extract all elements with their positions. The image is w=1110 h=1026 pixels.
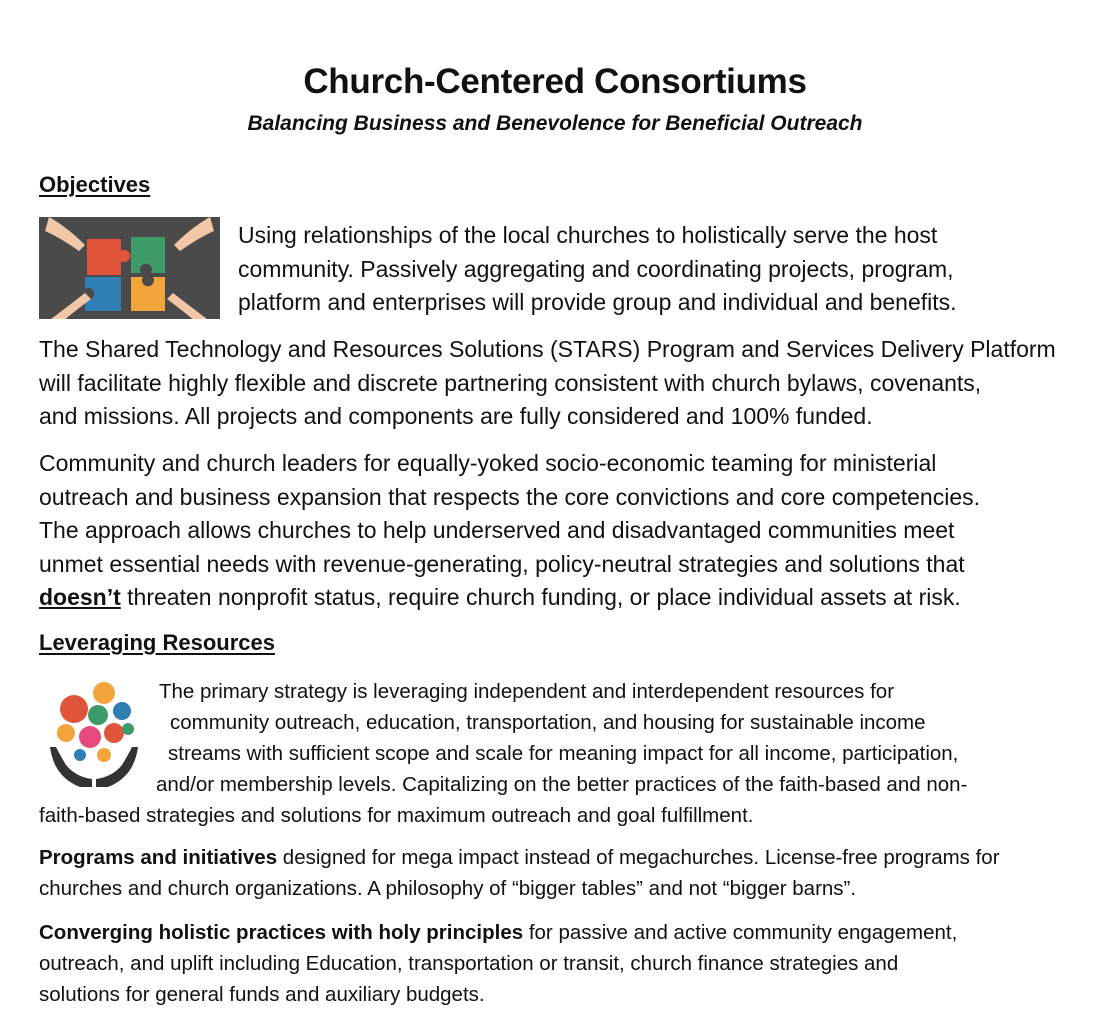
doesnt-emphasis: doesn’t	[39, 584, 121, 610]
intro-line: community. Passively aggregating and coordinating projects, program,	[238, 255, 954, 282]
community-line: Community and church leaders for equally-yoked socio-economic teaming for ministerial	[39, 450, 937, 476]
leveraging-line: The primary strategy is leveraging independent and interdependent resources for	[159, 680, 895, 703]
programs-text: designed for mega impact instead of megachurches. License-free programs for	[277, 846, 1000, 869]
stars-paragraph	[39, 333, 1110, 434]
programs-paragraph	[39, 842, 1109, 904]
leveraging-paragraph	[39, 676, 1099, 831]
leveraging-line: and/or membership levels. Capitalizing on the better practices of the faith-based and non-	[156, 773, 968, 796]
programs-bold: Programs and initiatives	[39, 846, 278, 869]
objectives-intro	[238, 219, 1098, 320]
community-paragraph	[39, 447, 1107, 615]
community-line-end: threaten nonprofit status, require church funding, or place individual assets at risk.	[120, 584, 961, 610]
converging-text: solutions for general funds and auxiliary budgets.	[39, 983, 485, 1006]
intro-line: Using relationships of the local churches to holistically serve the host	[238, 222, 938, 248]
stars-line: The Shared Technology and Resources Solutions (STARS) Program and Services Delivery Platform	[39, 336, 1056, 362]
intro-line: platform and enterprises will provide group and individual and benefits.	[238, 289, 957, 315]
converging-text: for passive and active community engagement,	[523, 921, 958, 944]
leveraging-line: faith-based strategies and solutions for maximum outreach and goal fulfillment.	[39, 804, 754, 827]
leveraging-heading: Leveraging Resources	[39, 630, 275, 655]
community-line: unmet essential needs with revenue-generating, policy-neutral strategies and solutions that	[39, 550, 965, 577]
leveraging-line: community outreach, education, transportation, and housing for sustainable income	[170, 711, 926, 734]
page-title: Church-Centered Consortiums	[303, 62, 807, 101]
page-subtitle: Balancing Business and Benevolence for Beneficial Outreach	[247, 112, 863, 135]
community-line: outreach and business expansion that respects the core convictions and core competencies.	[39, 483, 981, 510]
converging-paragraph	[39, 917, 1099, 1010]
programs-text: churches and church organizations. A philosophy of “bigger tables” and not “bigger barns”.	[39, 877, 857, 900]
objectives-heading: Objectives	[39, 172, 151, 197]
converging-text: outreach, and uplift including Education, transportation or transit, church finance strategies and	[39, 952, 899, 975]
stars-line: and missions. All projects and components are fully considered and 100% funded.	[39, 403, 873, 429]
stars-line: will facilitate highly flexible and discrete partnering consistent with church bylaws, covenants,	[39, 369, 982, 396]
community-line: The approach allows churches to help underserved and disadvantaged communities meet	[39, 517, 955, 543]
puzzle-hands-icon	[39, 217, 220, 319]
leveraging-line: streams with sufficient scope and scale for meaning impact for all income, participation,	[168, 742, 959, 765]
converging-bold: Converging holistic practices with holy principles	[39, 921, 524, 944]
